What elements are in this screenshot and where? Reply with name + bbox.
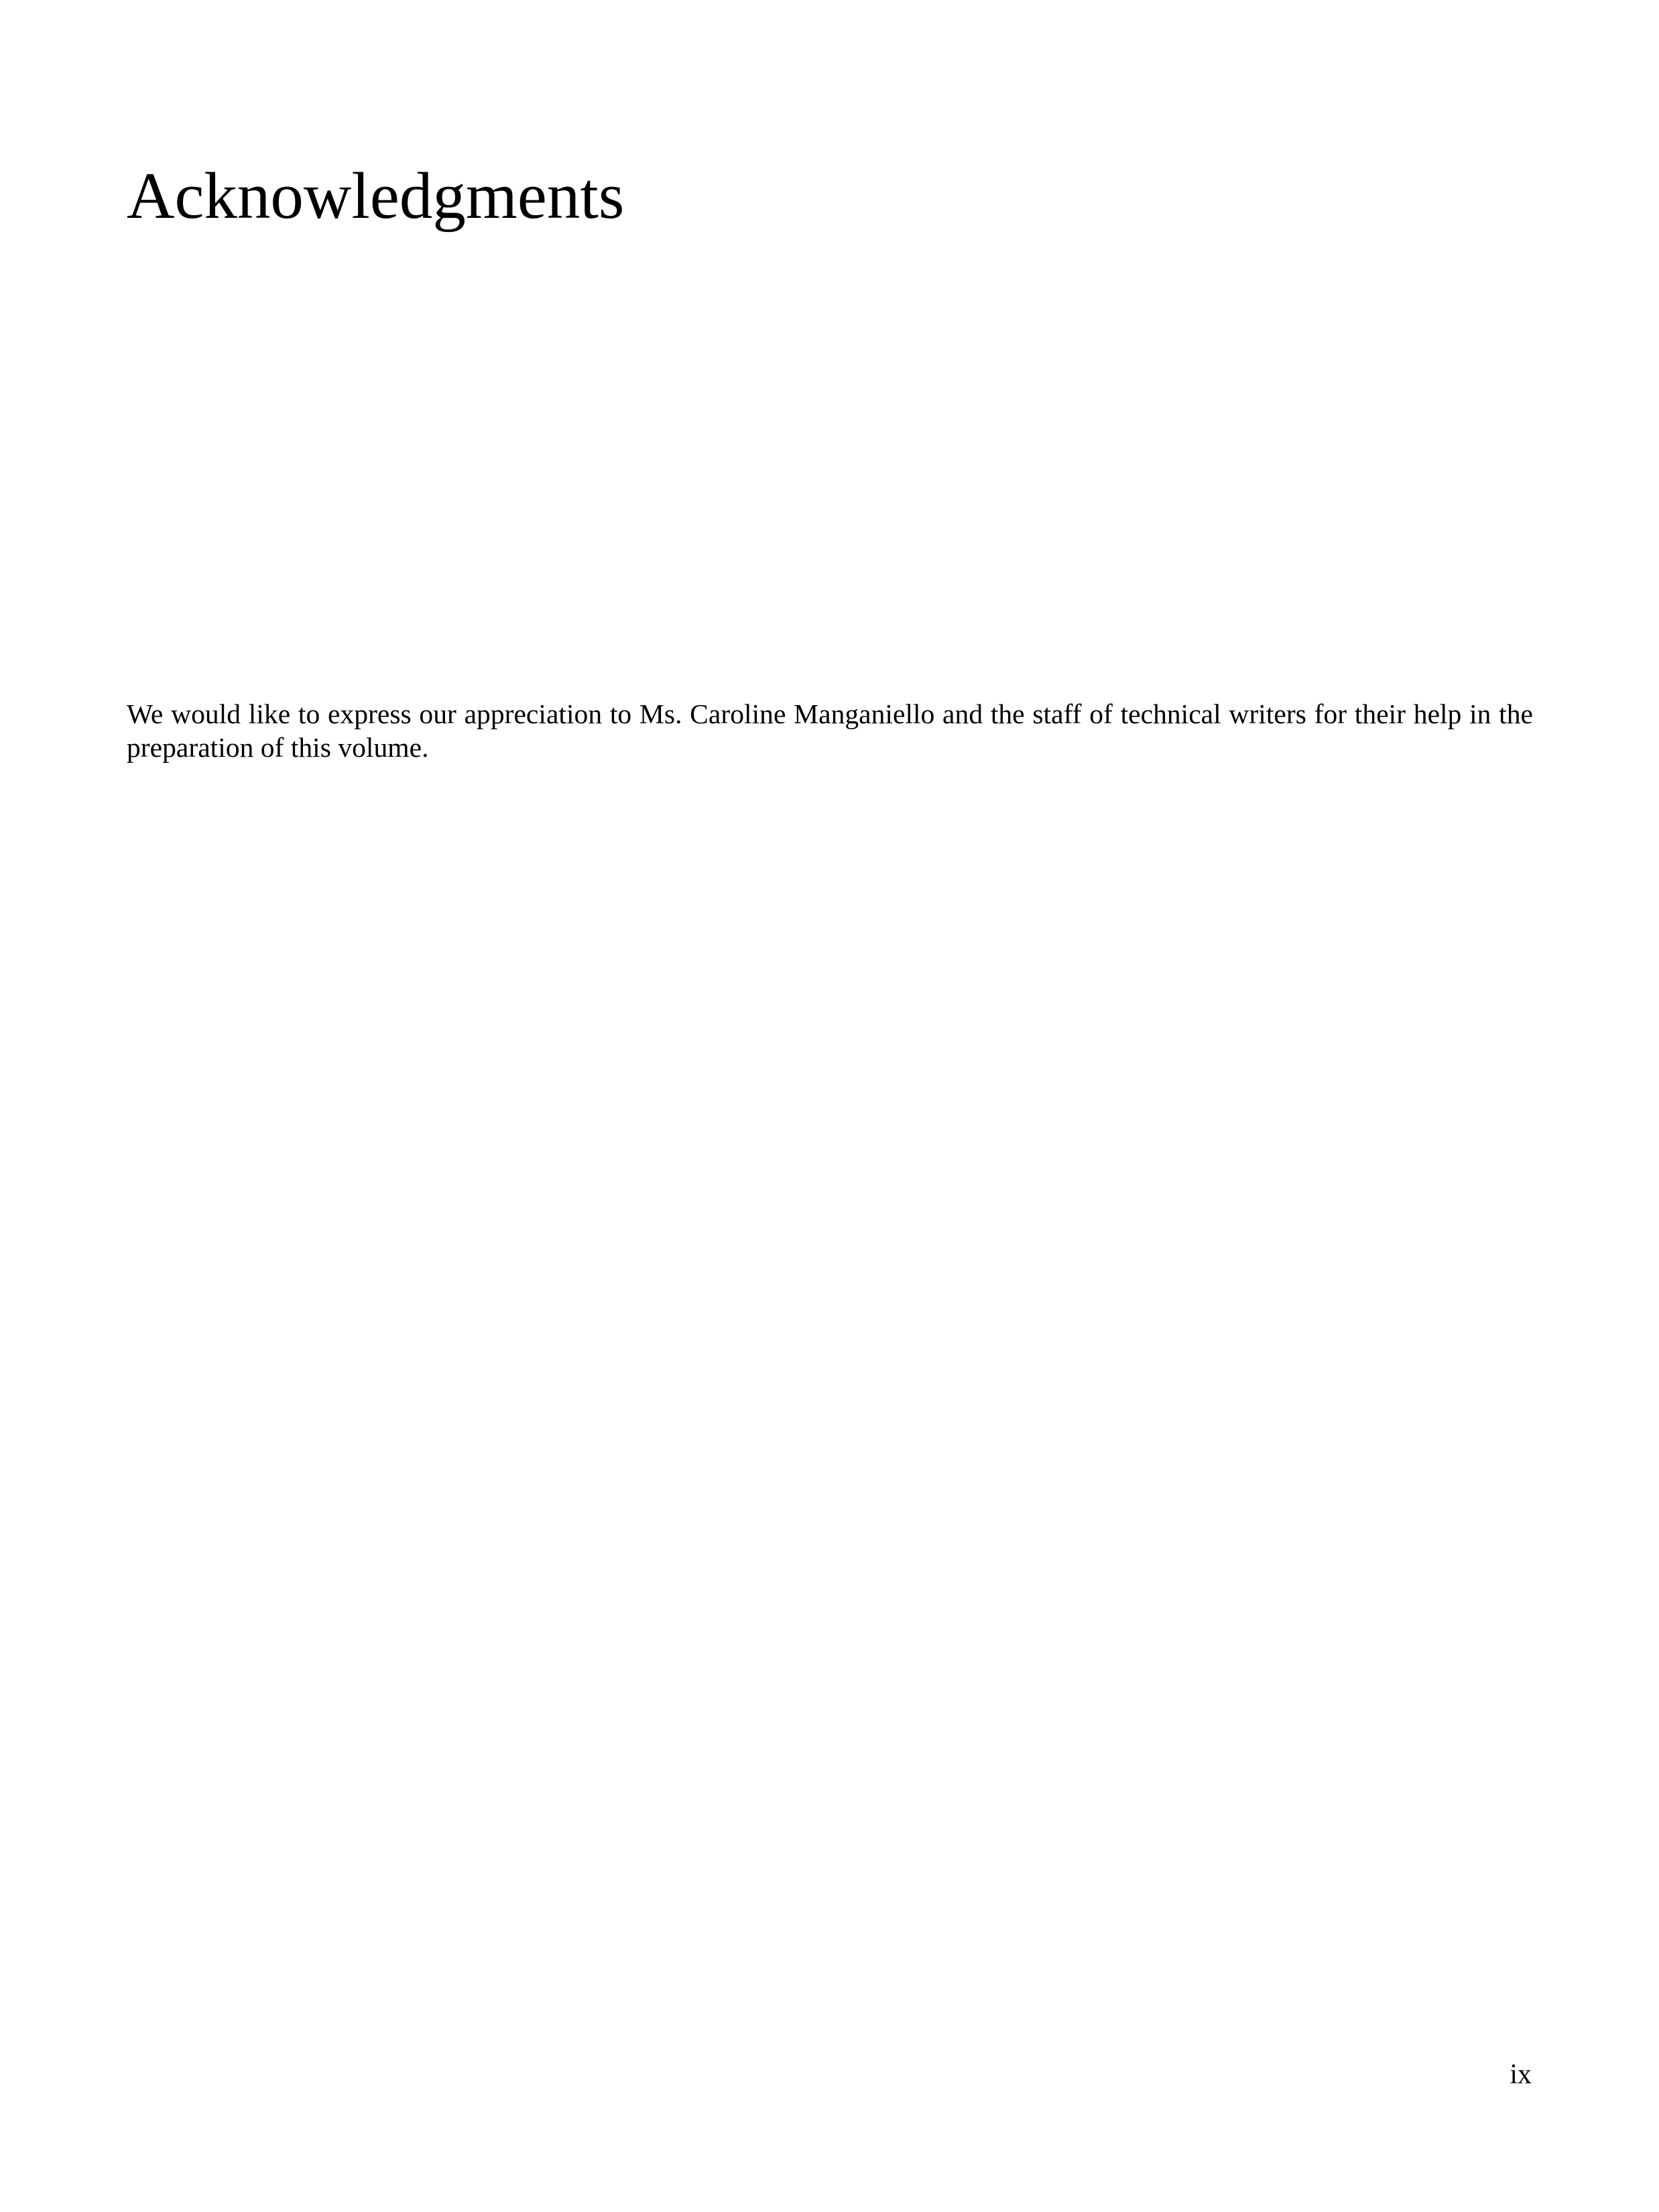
acknowledgment-paragraph: We would like to express our appreciation to Ms. Caroline Manganiello and the staff of technical writers for their help in the preparation of this volume. (127, 698, 1533, 763)
page-footer (127, 2061, 1532, 2089)
page-number: ix (1510, 2059, 1532, 2090)
chapter-heading: Acknowledgments (127, 160, 625, 233)
